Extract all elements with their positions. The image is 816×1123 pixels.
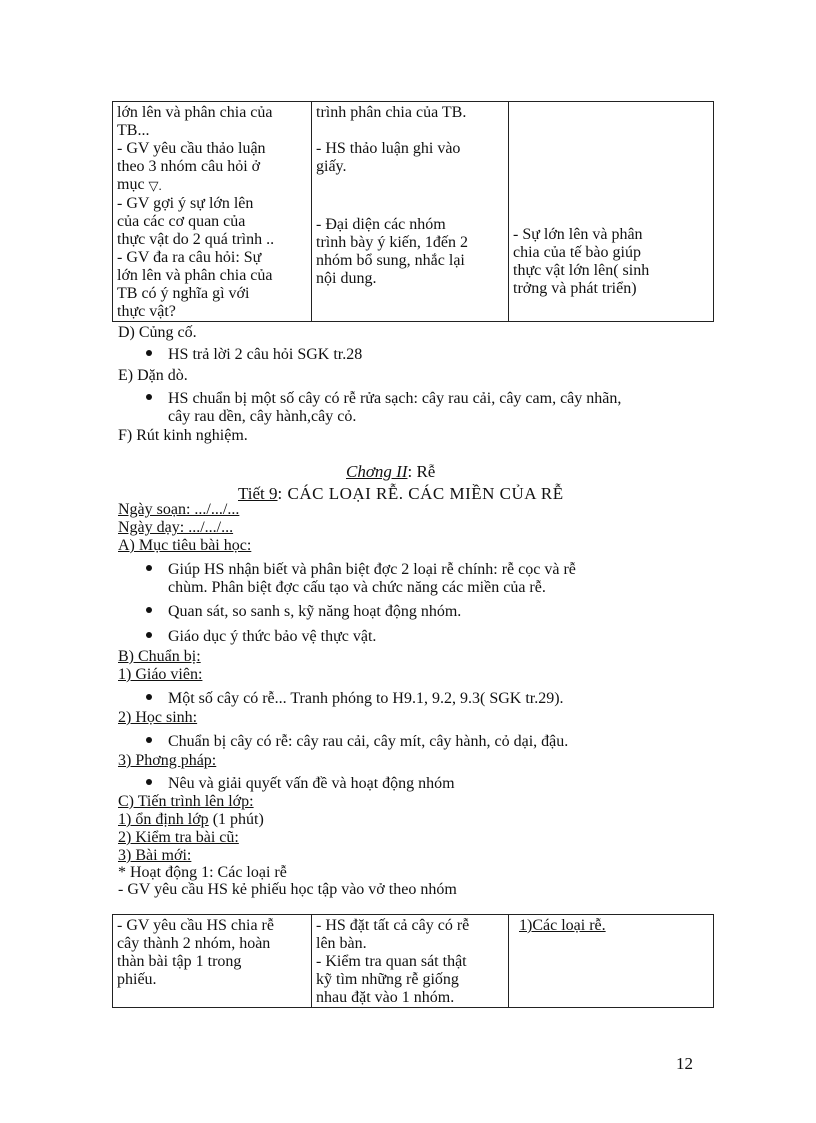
date-prepared: Ngày soạn: .../.../... <box>118 501 240 518</box>
text-line: nhau đặt vào 1 nhóm. <box>316 989 455 1006</box>
table1-teacher-column <box>113 102 312 322</box>
bullet-icon <box>146 779 152 785</box>
text-line: theo 3 nhóm câu hỏi ở <box>117 158 261 175</box>
lesson-label: Tiết 9 <box>238 484 278 503</box>
text-line: của các cơ quan của <box>117 213 246 230</box>
objective-line: chùm. Phân biệt đợc cấu tạo và chức năng các miền của rễ. <box>168 579 546 596</box>
text-line: thàn bài tập 1 trong <box>117 953 242 970</box>
text-line: nhóm bổ sung, nhắc lại <box>316 252 465 269</box>
text-line: trình phân chia của TB. <box>316 104 467 121</box>
text-line: cây thành 2 nhóm, hoàn <box>117 935 271 952</box>
text-line: trởng và phát triển) <box>513 280 637 297</box>
class-settle-time: (1 phút) <box>208 811 264 828</box>
objective-line: Giúp HS nhận biết và phân biệt đợc 2 loại rễ chính: rễ cọc và rễ <box>168 561 576 578</box>
section-b-heading: B) Chuẩn bị: <box>118 648 201 665</box>
bullet-icon <box>146 565 152 571</box>
bullet-icon <box>146 694 152 700</box>
section-e-heading: E) Dặn dò. <box>118 367 188 384</box>
page-number: 12 <box>676 1054 693 1073</box>
text-line: giấy. <box>316 158 347 175</box>
table2-teacher-column <box>113 915 312 1008</box>
table1-content-column <box>509 102 714 322</box>
text-line: thực vật lớn lên( sinh <box>513 262 650 279</box>
lesson-name: : CÁC LOẠI RỄ. CÁC MIỀN CỦA RỄ <box>277 484 564 503</box>
section-b2-heading: 2) Học sinh: <box>118 709 198 726</box>
text-line: - HS đặt tất cả cây có rễ <box>316 917 470 934</box>
text-line: thực vật? <box>117 303 176 320</box>
text-line: trình bày ý kiến, 1đến 2 <box>316 234 468 251</box>
text-line: - Đại diện các nhóm <box>316 216 446 233</box>
triangle-icon: ▽. <box>148 178 162 193</box>
section-c3-heading: 3) Bài mới: <box>118 847 192 864</box>
bullet-icon <box>146 350 152 356</box>
text-line: lớn lên và phân chia của <box>117 267 273 284</box>
table2-student-column <box>312 915 509 1008</box>
bullet-icon <box>146 632 152 638</box>
text-line: phiếu. <box>117 971 157 988</box>
text-line: - GV đa ra câu hỏi: Sự <box>117 249 262 266</box>
section-d-item: HS trả lời 2 câu hỏi SGK tr.28 <box>168 346 363 363</box>
text-line: chia của tế bào giúp <box>513 244 641 261</box>
date-taught: Ngày dạy: .../.../... <box>118 519 234 536</box>
chapter-label: Chơng II <box>346 462 408 481</box>
student-prep-item: Chuẩn bị cây có rễ: cây rau cải, cây mít, cây hành, cỏ dại, đậu. <box>168 733 569 750</box>
objective-line: Quan sát, so sanh s, kỹ năng hoạt động nhóm. <box>168 603 462 620</box>
lesson-table-2 <box>112 914 714 1008</box>
text-line: - HS thảo luận ghi vào <box>316 140 461 157</box>
lesson-table-1 <box>112 101 714 322</box>
section-c-heading: C) Tiến trình lên lớp: <box>118 793 254 810</box>
text-line: - GV gợi ý sự lớn lên <box>117 195 254 212</box>
text-line: - GV yêu cầu thảo luận <box>117 140 266 157</box>
text-line: 1)Các loại rễ. <box>519 917 606 934</box>
method-item: Nêu và giải quyết vấn đề và hoạt động nhóm <box>168 775 455 792</box>
text-line: nội dung. <box>316 270 377 287</box>
chapter-title <box>346 462 435 482</box>
section-a-heading: A) Mục tiêu bài học: <box>118 537 252 554</box>
table2-content-column <box>509 915 714 1008</box>
chapter-name: : Rễ <box>407 462 436 481</box>
bullet-icon <box>146 737 152 743</box>
class-settle-label: 1) ổn định lớp <box>118 811 209 828</box>
section-e-item-line: cây rau dền, cây hành,cây cỏ. <box>168 408 357 425</box>
text-line: - Kiểm tra quan sát thật <box>316 953 467 970</box>
text-line: thực vật do 2 quá trình .. <box>117 231 275 248</box>
bullet-icon <box>146 394 152 400</box>
text-line: TB có ý nghĩa gì với <box>117 285 250 302</box>
section-b3-heading: 3) Phơng pháp: <box>118 752 217 769</box>
text-line: lên bàn. <box>316 935 367 952</box>
text-line <box>117 176 307 195</box>
teacher-prep-item: Một số cây có rễ... Tranh phóng to H9.1, 9.2, 9.3( SGK tr.29). <box>168 690 564 707</box>
text-line: - GV yêu cầu HS chia rễ <box>117 917 274 934</box>
section-f-heading: F) Rút kinh nghiệm. <box>118 427 248 444</box>
text-line: kỹ tìm những rễ giống <box>316 971 459 988</box>
activity-1-heading: * Hoạt động 1: Các loại rễ <box>118 864 287 881</box>
section-c2-heading: 2) Kiểm tra bài cũ: <box>118 829 239 846</box>
section-b1-heading: 1) Giáo viên: <box>118 666 203 683</box>
bullet-icon <box>146 607 152 613</box>
section-d-heading: D) Củng cố. <box>118 324 197 341</box>
text-span: mục <box>117 176 145 193</box>
section-e-item-line: HS chuẩn bị một số cây có rễ rửa sạch: cây rau cải, cây cam, cây nhãn, <box>168 390 622 407</box>
text-line: - Sự lớn lên và phân <box>513 226 643 243</box>
text-line: TB... <box>117 122 150 139</box>
activity-1-note: - GV yêu cầu HS kẻ phiếu học tập vào vở theo nhóm <box>118 881 457 898</box>
objective-line: Giáo dục ý thức bảo vệ thực vật. <box>168 628 377 645</box>
text-line: lớn lên và phân chia của <box>117 104 273 121</box>
lesson-title <box>238 484 564 504</box>
section-c1-heading <box>118 811 264 829</box>
table1-student-column <box>312 102 509 322</box>
